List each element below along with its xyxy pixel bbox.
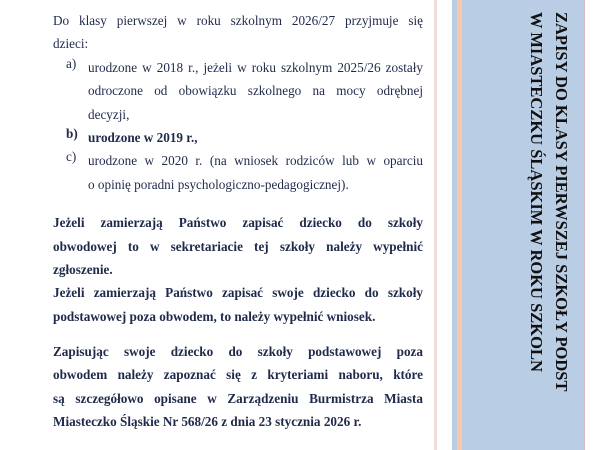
list-marker: c): [66, 149, 77, 165]
list-marker: a): [66, 55, 77, 71]
text-line: Jeżeli zamierzają Państwo zapisać dziecko do szkoły: [53, 215, 423, 231]
list-item: [53, 56, 423, 126]
side-title: [524, 12, 574, 391]
side-title-panel: [452, 0, 585, 450]
text-line: obwodem należy zapoznać się z kryteriami naboru, które: [53, 367, 423, 383]
side-title-line: W MIASTECZKU ŚLĄSKIM W ROKU SZKOLN: [527, 12, 546, 372]
document-body: [53, 9, 423, 434]
text-line: są szczegółowo opisane w Zarządzeniu Burmistrza Miasta: [53, 390, 423, 406]
text-line: urodzone w 2020 r. (na wniosek rodziców lub w oparciu: [88, 153, 423, 169]
text-line: obwodowej to w sekretariacie tej szkoły należy wypełnić: [53, 238, 423, 254]
text-line: o opinię poradni psychologiczno-pedagogicznej).: [88, 176, 349, 192]
text-line: Do klasy pierwszej w roku szkolnym 2026/27 przyjmuje się: [53, 13, 423, 28]
text-line: urodzone w 2018 r., jeżeli w roku szkolnym 2025/26 zostały: [88, 59, 423, 75]
accent-stripe: [457, 0, 462, 450]
side-title-line: ZAPISY DO KLASY PIERWSZEJ SZKOŁY PODST: [552, 12, 571, 392]
text-line: dzieci:: [53, 36, 89, 52]
text-line: Zapisując swoje dziecko do szkoły podstawowej poza: [53, 344, 423, 360]
text-line: decyzji,: [88, 106, 130, 122]
list-item: [53, 149, 423, 196]
paragraph-outside-catchment: [53, 281, 423, 328]
paragraph-catchment-school: [53, 211, 423, 281]
text-line: odroczone od obowiązku szkolnego na mocy odrębnej: [88, 83, 423, 99]
intro-paragraph: [53, 9, 423, 56]
text-line: podstawowej poza obwodem, to należy wypełnić wniosek.: [53, 308, 376, 324]
text-line: urodzone w 2019 r.,: [88, 129, 198, 145]
text-line: Jeżeli zamierzają Państwo zapisać swoje dziecko do szkoły: [53, 285, 423, 301]
paragraph-criteria: [53, 340, 423, 434]
text-line: zgłoszenie.: [53, 261, 113, 277]
page-border: [434, 0, 437, 450]
text-line: Miasteczko Śląskie Nr 568/26 z dnia 23 stycznia 2026 r.: [53, 414, 362, 430]
list-marker: b): [66, 125, 78, 141]
list-item: [53, 126, 423, 149]
eligibility-list: [53, 56, 423, 196]
